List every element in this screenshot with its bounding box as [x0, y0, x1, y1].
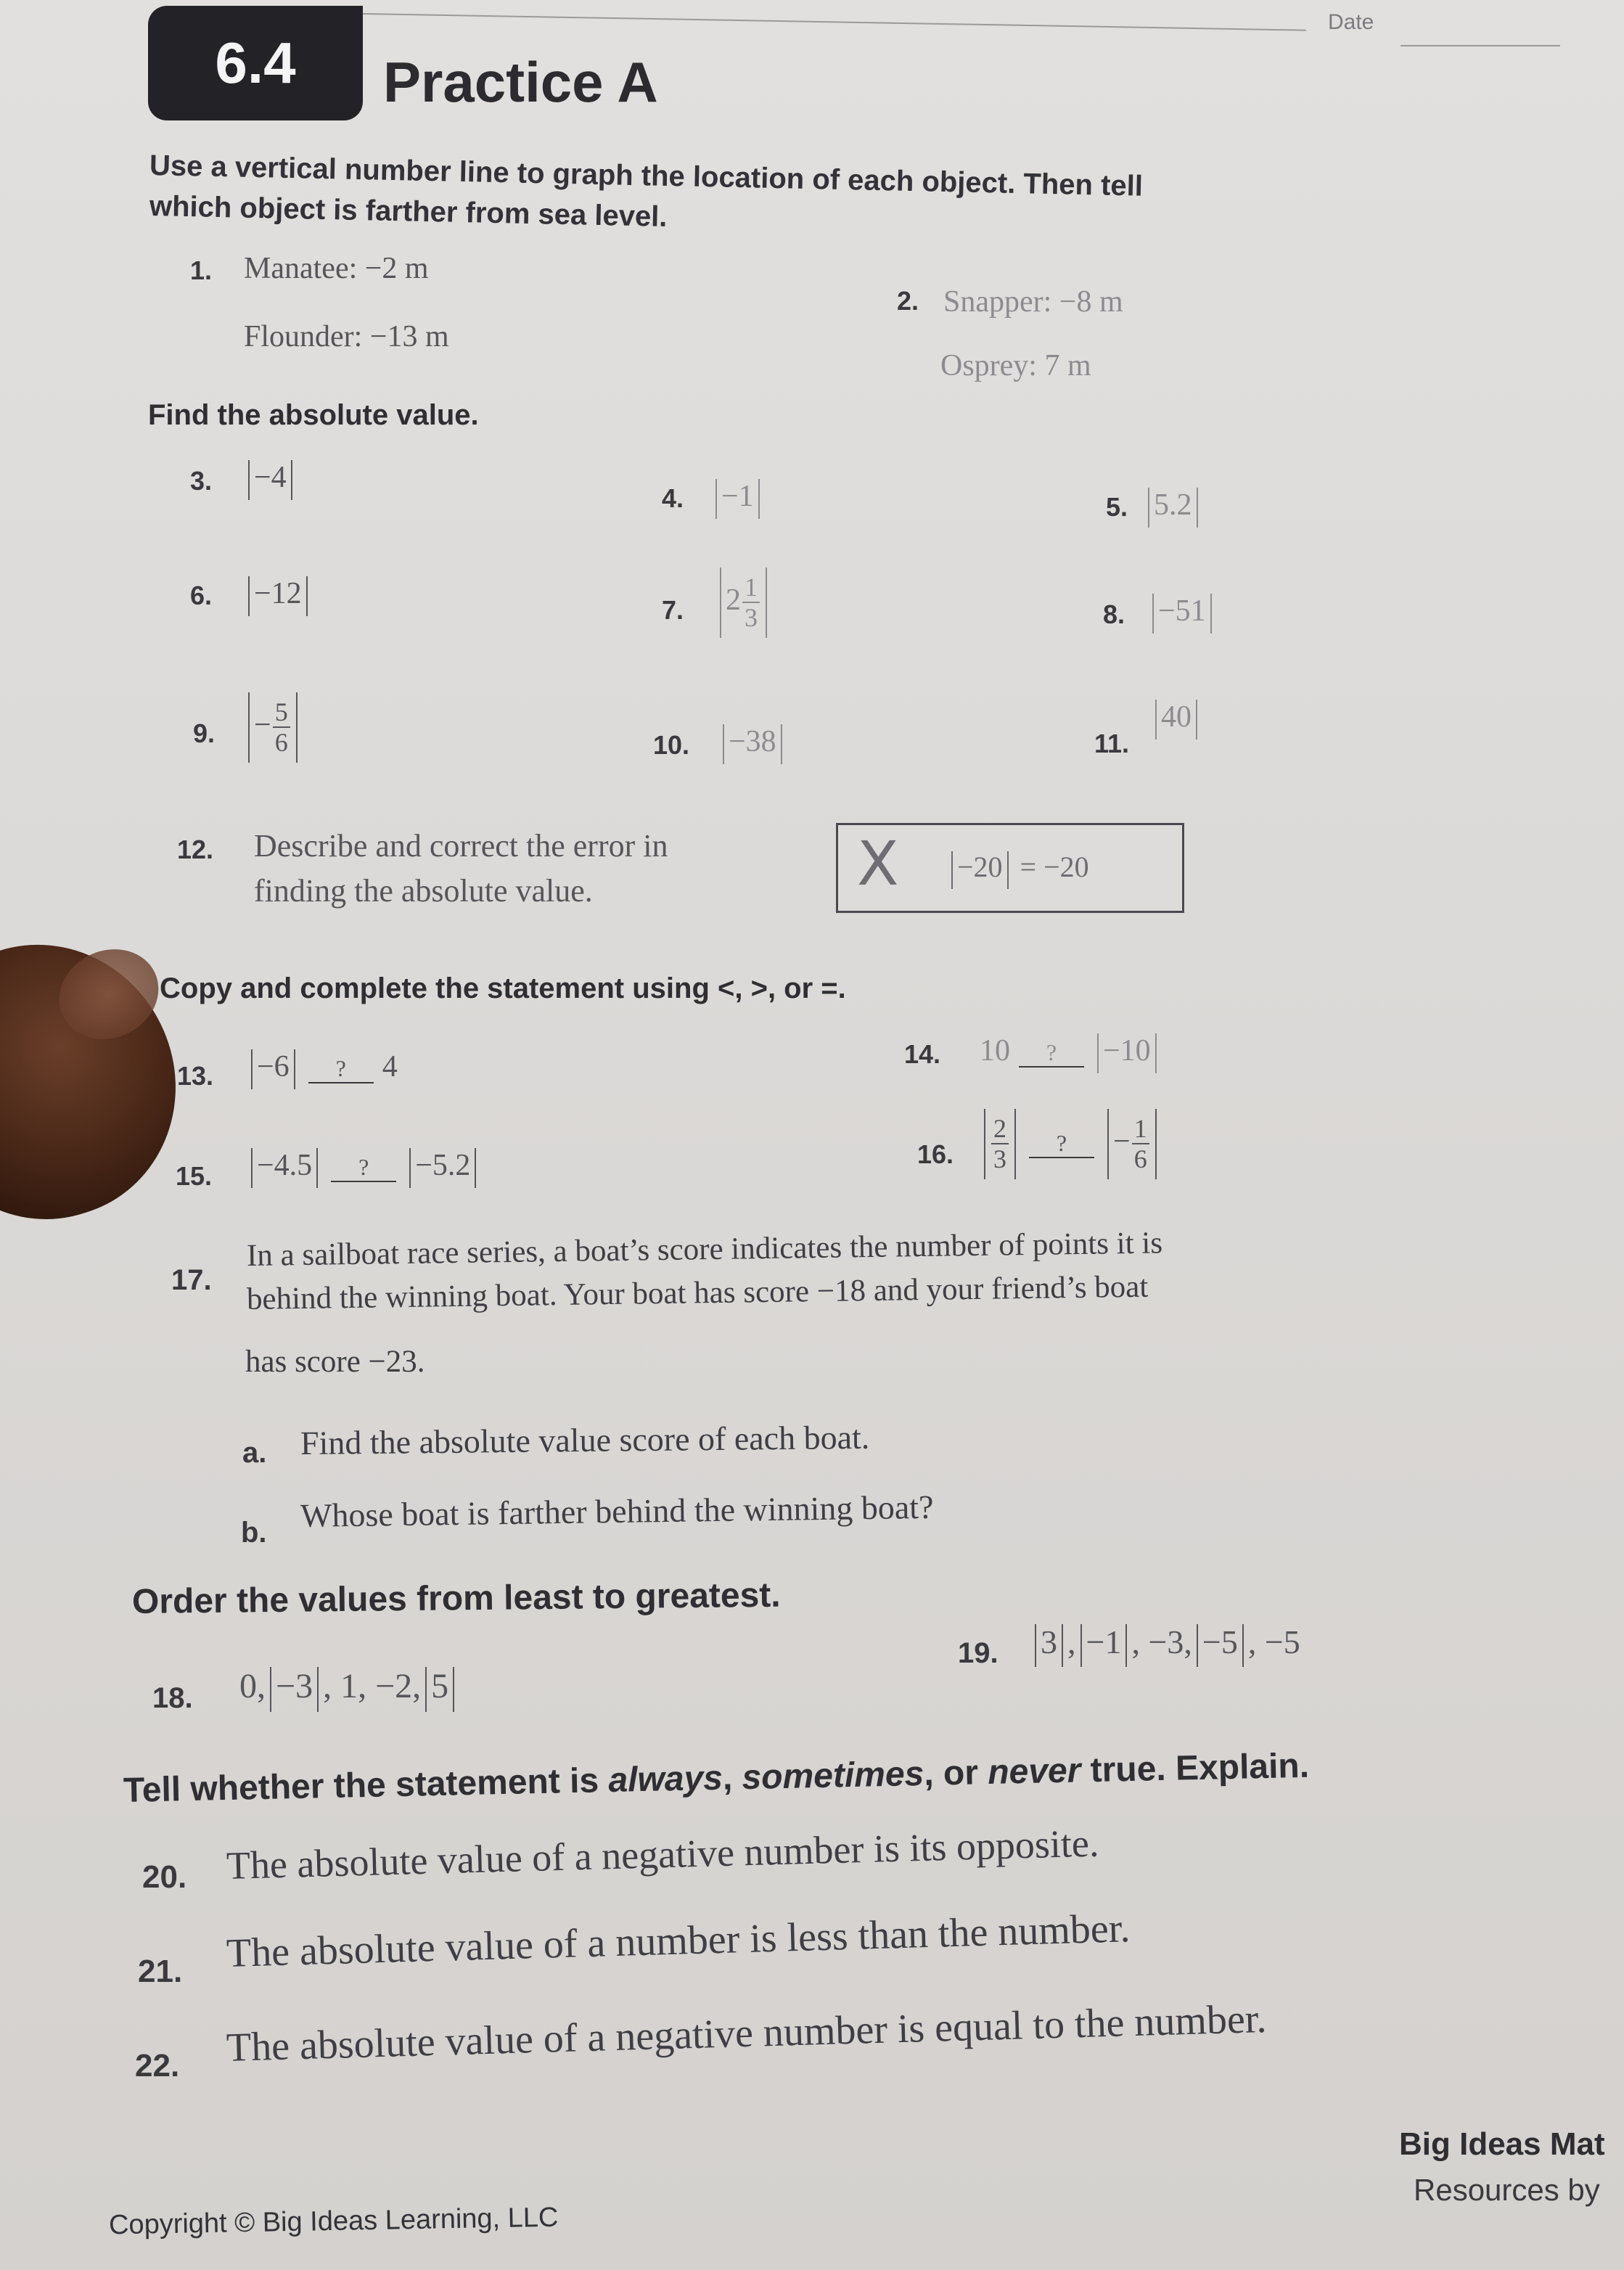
- instructions-line-1: Use a vertical number line to graph the location of each object. Then tell: [149, 149, 1144, 202]
- problem-7-expression: [715, 568, 771, 638]
- problem-16-right-sign: −: [1113, 1124, 1131, 1158]
- problem-4-expression: [711, 479, 764, 519]
- problem-1-line-2: Flounder: −13 m: [244, 320, 449, 353]
- problem-9-expression: [244, 692, 302, 763]
- problem-15-expression: [247, 1148, 480, 1188]
- problem-4-number: 4.: [662, 483, 684, 513]
- problem-1-line-1: Manatee: −2 m: [244, 252, 429, 285]
- problem-15-blank: ?: [331, 1154, 396, 1182]
- statement-20-number: 20.: [142, 1859, 187, 1895]
- problem-16-number: 16.: [917, 1139, 954, 1169]
- problem-18-part-4: 5: [431, 1667, 449, 1705]
- problem-9-fraction: [273, 697, 290, 758]
- tell-or: , or: [923, 1753, 988, 1793]
- tell-comma: ,: [722, 1758, 743, 1798]
- problem-15-left: −4.5: [257, 1149, 313, 1182]
- problem-11-expression: [1151, 700, 1202, 739]
- problem-5-number: 5.: [1106, 492, 1128, 522]
- problem-6-expression: [244, 576, 312, 616]
- problem-16-blank: ?: [1029, 1130, 1094, 1158]
- problem-16-left-denominator: 3: [993, 1144, 1006, 1174]
- problem-19-part-6: , −5: [1247, 1623, 1300, 1660]
- problem-17-line-3: has score −23.: [245, 1345, 425, 1379]
- problem-19-part-4: , −3,: [1131, 1623, 1192, 1660]
- resources-text: Resources by: [1414, 2173, 1600, 2207]
- problem-16-left-numerator: 2: [991, 1115, 1009, 1144]
- section-heading-compare: Copy and complete the statement using <, >, or =.: [160, 972, 846, 1004]
- problem-3-expression: [244, 460, 297, 500]
- problem-6-number: 6.: [190, 581, 213, 610]
- statement-21-text: The absolute value of a number is less than the number.: [226, 1906, 1131, 1976]
- problem-1-number: 1.: [190, 255, 213, 285]
- problem-13-left: −6: [257, 1050, 290, 1083]
- problem-9-numerator: 5: [273, 699, 290, 728]
- section-heading-absolute-value: Find the absolute value.: [148, 399, 479, 431]
- error-rhs: = −20: [1020, 851, 1089, 883]
- problem-3-number: 3.: [190, 466, 213, 496]
- problem-15-right: −5.2: [415, 1149, 471, 1182]
- problem-17-number: 17.: [171, 1264, 212, 1296]
- error-inner-value: −20: [957, 851, 1003, 883]
- problem-16-left-fraction: [991, 1115, 1009, 1172]
- error-x-mark: X: [857, 828, 899, 899]
- instructions-line-2: which object is farther from sea level.: [149, 190, 668, 233]
- problem-10-number: 10.: [653, 730, 690, 760]
- problem-11-value: 40: [1161, 700, 1192, 734]
- problem-7-whole: 2: [726, 583, 741, 617]
- tell-heading-end: true. Explain.: [1080, 1746, 1310, 1790]
- problem-18-part-3: , 1, −2,: [323, 1667, 422, 1705]
- problem-12-line-1: Describe and correct the error in: [254, 828, 668, 864]
- problem-12-number: 12.: [177, 835, 214, 864]
- statement-22-text: The absolute value of a negative number is equal to the number.: [226, 1996, 1268, 2070]
- problem-16-right-numerator: 1: [1132, 1115, 1149, 1144]
- date-label: Date: [1328, 10, 1374, 34]
- problem-13-right: 4: [382, 1050, 398, 1083]
- section-heading-tell-whether: [123, 1746, 1309, 1811]
- problem-13-number: 13.: [177, 1061, 214, 1091]
- tell-word-sometimes: sometimes: [741, 1754, 924, 1798]
- problem-18-expression: [239, 1666, 459, 1712]
- problem-2-line-1: Snapper: −8 m: [943, 285, 1123, 319]
- problem-6-value: −12: [254, 577, 302, 610]
- problem-17b-label: b.: [241, 1517, 267, 1549]
- problem-19-part-2: ,: [1067, 1623, 1076, 1660]
- problem-9-number: 9.: [193, 718, 216, 748]
- section-heading-order: Order the values from least to greatest.: [131, 1576, 781, 1621]
- problem-17-line-2: behind the winning boat. Your boat has score −18 and your friend’s boat: [246, 1269, 1149, 1316]
- error-example-box: [836, 823, 1184, 913]
- section-number-badge: 6.4: [148, 6, 363, 120]
- date-line: [1401, 45, 1560, 46]
- problem-18-part-1: 0,: [239, 1667, 266, 1705]
- statement-20-text: The absolute value of a negative number is its opposite.: [226, 1821, 1100, 1888]
- problem-10-expression: [718, 724, 787, 764]
- problem-7-fraction: [742, 574, 760, 631]
- problem-8-number: 8.: [1103, 599, 1125, 629]
- problem-2-line-2: Osprey: 7 m: [940, 349, 1091, 382]
- problem-19-expression: [1030, 1623, 1300, 1667]
- problem-17a-text: Find the absolute value score of each boat.: [300, 1418, 870, 1462]
- problem-8-value: −51: [1158, 594, 1206, 628]
- problem-10-value: −38: [729, 725, 776, 758]
- problem-5-value: 5.2: [1154, 488, 1192, 522]
- problem-17b-text: Whose boat is farther behind the winning boat?: [300, 1488, 934, 1534]
- problem-18-number: 18.: [152, 1682, 193, 1714]
- problem-7-number: 7.: [662, 595, 684, 625]
- problem-19-number: 19.: [958, 1637, 998, 1669]
- statement-22-number: 22.: [135, 2048, 180, 2083]
- problem-3-value: −4: [254, 461, 287, 494]
- problem-16-right-denominator: 6: [1133, 1144, 1147, 1174]
- problem-16-right-fraction: [1132, 1115, 1149, 1172]
- problem-17-line-1: In a sailboat race series, a boat’s score indicates the number of points it is: [246, 1226, 1163, 1273]
- problem-13-blank: ?: [308, 1055, 374, 1083]
- problem-18-part-2: −3: [276, 1667, 313, 1705]
- problem-19-part-1: 3: [1041, 1623, 1057, 1660]
- problem-17a-label: a.: [242, 1437, 267, 1469]
- problem-14-blank: ?: [1019, 1039, 1084, 1068]
- problem-19-part-5: −5: [1202, 1623, 1238, 1660]
- tell-word-never: never: [987, 1751, 1081, 1792]
- problem-16-expression: [980, 1109, 1161, 1179]
- problem-14-left: 10: [980, 1034, 1010, 1068]
- problem-9-denominator: 6: [274, 728, 288, 758]
- problem-12-line-2: finding the absolute value.: [254, 873, 593, 909]
- error-equation: [947, 850, 1089, 889]
- page-title: Practice A: [383, 50, 658, 114]
- statement-21-number: 21.: [138, 1954, 183, 1989]
- problem-13-expression: [247, 1049, 398, 1089]
- problem-14-expression: [980, 1033, 1161, 1073]
- problem-5-expression: [1144, 488, 1202, 528]
- tell-word-always: always: [607, 1758, 723, 1800]
- problem-7-numerator: 1: [742, 574, 760, 603]
- problem-15-number: 15.: [176, 1161, 213, 1191]
- problem-8-expression: [1148, 594, 1216, 634]
- problem-4-value: −1: [721, 480, 754, 513]
- copyright-text: Copyright © Big Ideas Learning, LLC: [108, 2202, 559, 2241]
- problem-7-denominator: 3: [745, 603, 758, 633]
- problem-9-sign: −: [254, 708, 271, 742]
- problem-14-number: 14.: [904, 1039, 941, 1069]
- problem-2-number: 2.: [897, 286, 919, 316]
- problem-14-right: −10: [1103, 1034, 1151, 1068]
- problem-19-part-3: −1: [1086, 1623, 1122, 1660]
- brand-text: Big Ideas Mat: [1399, 2126, 1605, 2162]
- problem-11-number: 11.: [1094, 729, 1130, 758]
- tell-heading-start: Tell whether the statement is: [123, 1761, 610, 1810]
- header-rule: [363, 13, 1306, 31]
